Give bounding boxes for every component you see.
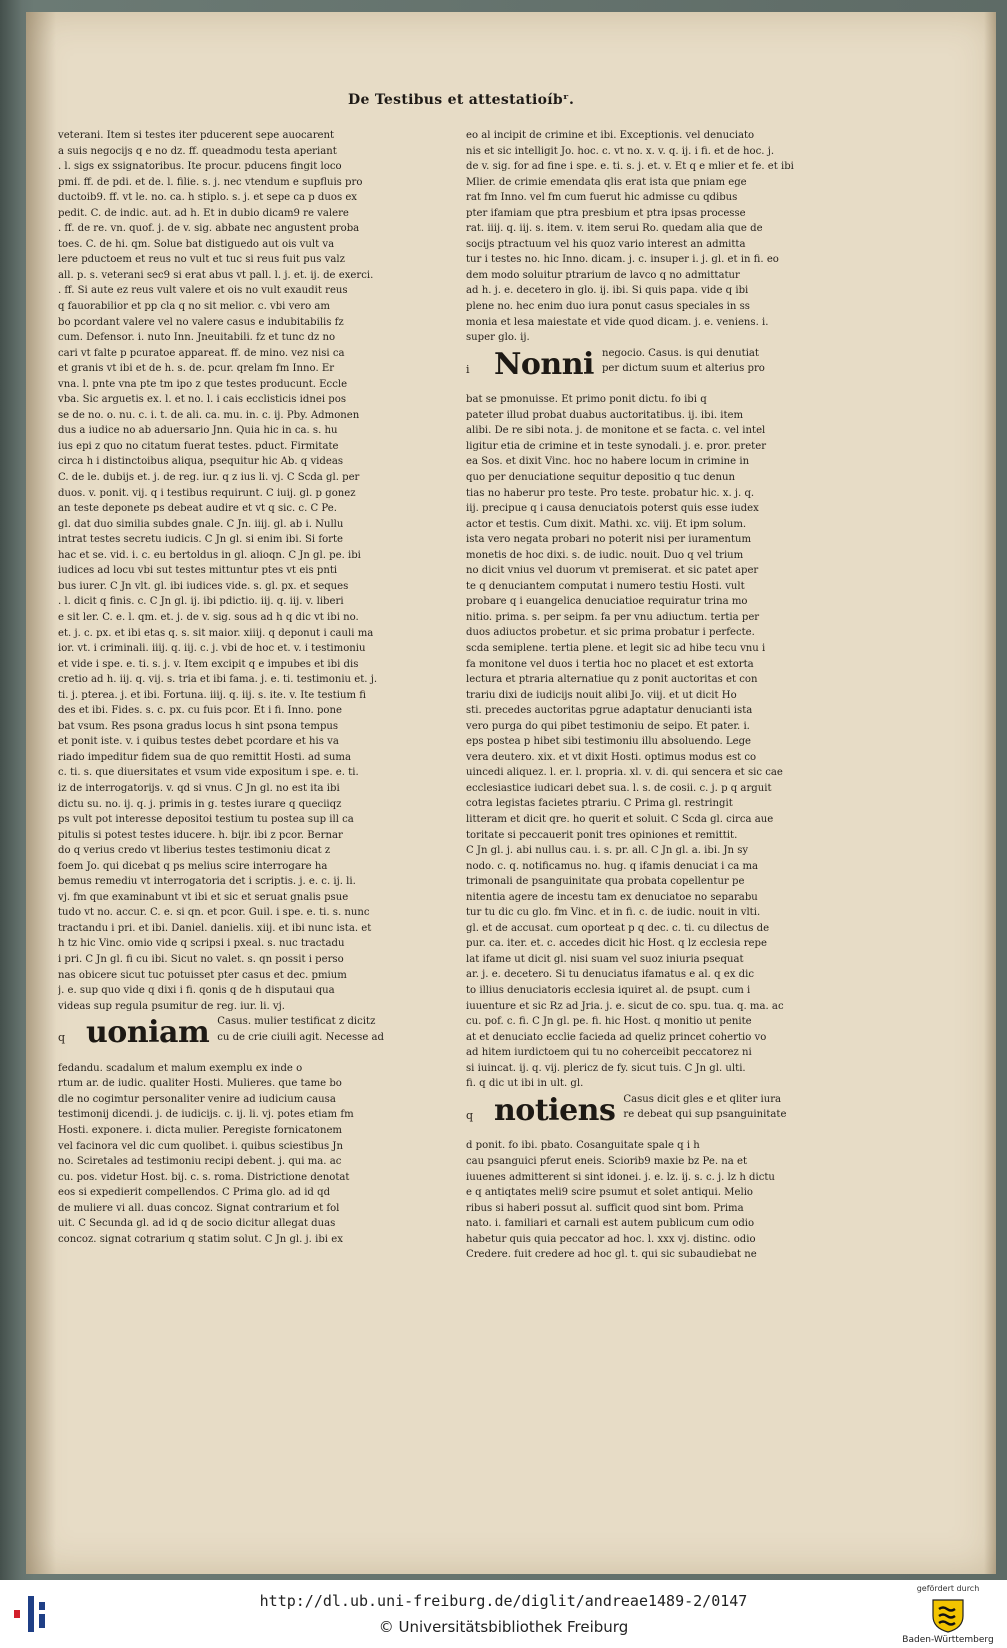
text-line: a suis negocijs q e no dz. ff. queadmodu testa aperiant (58, 145, 337, 157)
right-column-text-top (466, 128, 826, 346)
text-line: at et denuciato ecclie facieda ad queliz princet cohertio vo (466, 1031, 767, 1043)
text-line: fedandu. scadalum et malum exemplu ex inde o (58, 1062, 303, 1074)
initial-line: per dictum suum et alterius pro (601, 363, 765, 375)
text-line: pter ifamiam que ptra presbium et ptra ipsas processe (466, 207, 746, 219)
text-line: cari vt falte p pcuratoe appareat. ff. de mino. vez nisi ca (58, 347, 345, 359)
sponsor-name: Baden-Württemberg (902, 1635, 994, 1645)
text-line: cau psanguici pferut eneis. Sciorib9 maxie bz Pe. na et (466, 1156, 748, 1167)
text-line: no. Sciretales ad testimoniu recipi debent. j. qui ma. ac (58, 1156, 342, 1168)
text-line: pmi. ff. de pdi. et de. l. filie. s. j. nec vtendum e supfluis pro (58, 176, 363, 188)
right-initial-block-2 (466, 1092, 826, 1139)
text-line: toritate si peccauerit ponit tres opiniones et remittit. (466, 829, 738, 841)
text-line: ad hitem iurdictoem qui tu no coherceibit peccatorez ni (466, 1047, 752, 1059)
text-line: et. j. c. px. et ibi etas q. s. sit maior. xiiij. q deponut i cauli ma (58, 627, 374, 639)
text-line: nodo. c. q. notificamus no. hug. q ifamis denuciat i ca ma (466, 860, 759, 872)
initial-line: re debeat qui sup psanguinitate (623, 1109, 787, 1121)
text-line: et vide i spe. e. ti. s. j. v. Item excipit q e impubes et ibi dis (58, 658, 359, 670)
text-line: ior. vt. i criminali. iiij. q. iij. c. j. vbi de hoc et. v. i testimoniu (58, 643, 366, 655)
text-line: Hosti. exponere. i. dicta mulier. Peregiste fornicatonem (58, 1124, 342, 1136)
text-line: iij. precipue q i causa denuciatois poterst quis esse iudex (466, 503, 759, 515)
text-line: uit. C Secunda gl. ad id q de socio dicitur allegat duas (58, 1218, 336, 1230)
text-line: si iuincat. ij. q. vij. plericz de fy. sicut tuis. C Jn gl. ulti. (466, 1062, 746, 1074)
text-line: Credere. fuit credere ad hoc gl. t. qui sic subaudiebat ne (466, 1249, 757, 1261)
text-line: eo al incipit de crimine et ibi. Exceptionis. vel denuciato (466, 130, 755, 141)
text-line: fa monitone vel duos i tertia hoc no placet et est extorta (466, 658, 754, 670)
text-line: plene no. hec enim duo iura ponut casus speciales in ss (466, 301, 750, 313)
text-line: foem Jo. qui dicebat q ps melius scire interrogare ha (58, 860, 328, 872)
initial-word: notiens (494, 1092, 616, 1128)
initial-word: Nonni (494, 346, 594, 382)
text-line: nitio. prima. s. per seipm. fa per vnu adiuctum. tertia per (466, 611, 760, 623)
text-line: iuuenes admitterent si sint idonei. j. e. lz. ij. s. c. j. lz h dictu (466, 1171, 775, 1183)
footer-url-link[interactable]: http://dl.ub.uni-freiburg.de/diglit/andreae1489-2/0147 (259, 1592, 748, 1610)
left-column-text-bottom (58, 1061, 422, 1248)
text-line: lere pductoem et reus no vult et tuc si reus fuit pus valz (58, 254, 345, 266)
text-line: pateter illud probat duabus auctoritatibus. ij. ibi. item (466, 409, 744, 421)
text-line: cu. pof. c. fi. C Jn gl. pe. fi. hic Host. q monitio ut penite (466, 1016, 752, 1028)
text-line: super glo. ij. (466, 332, 530, 344)
text-line: ribus si haberi possut al. sufficit quod sint bom. Prima (466, 1202, 744, 1214)
text-line: toes. C. de hi. qm. Solue bat distiguedo aut ois vult va (58, 238, 335, 250)
right-initial-block (466, 346, 826, 393)
text-line: gl. et de accusat. cum oporteat p q dec. c. ti. cu dilectus de (466, 922, 770, 934)
right-text-column (466, 128, 826, 1263)
text-line: d ponit. fo ibi. pbato. Cosanguitate spale q i h (466, 1140, 700, 1152)
initial-line: Casus dicit gles e et qliter iura (623, 1093, 782, 1105)
text-line: concoz. signat cotrarium q statim solut. C Jn gl. j. ibi ex (58, 1233, 343, 1245)
text-line: . ff. Si aute ez reus vult valere et ois no vult exaudit reus (58, 285, 348, 297)
text-line: e q antiqtates meli9 scire psumut et solet antiqui. Melio (466, 1187, 754, 1199)
text-line: cum. Defensor. i. nuto Inn. Jneuitabili. fz et tunc dz no (58, 332, 336, 344)
text-line: monia et lesa maiestate et vide quod dicam. j. e. veniens. i. (466, 316, 769, 328)
text-line: eps postea p hibet sibi testimoniu illu absoluendo. Lege (466, 736, 752, 748)
text-line: pedit. C. de indic. aut. ad h. Et in dubio dicam9 re valere (58, 207, 349, 219)
text-line: dictu su. no. ij. q. j. primis in g. testes iurare q queciiqz (58, 798, 342, 810)
text-line: . l. sigs ex ssignatoribus. Ite procur. pducens fingit loco (58, 161, 342, 173)
text-line: ti. j. pterea. j. et ibi. Fortuna. iiij. q. iij. s. ite. v. Ite testium fi (58, 689, 366, 701)
guide-letter: q (58, 1031, 66, 1045)
text-line: c. ti. s. que diuersitates et vsum vide expositum i spe. e. ti. (58, 767, 359, 779)
text-line: bat se pmonuisse. Et primo ponit dictu. fo ibi q (466, 394, 707, 406)
text-line: ius epi z quo no citatum fuerat testes. pduct. Firmitate (58, 440, 339, 452)
text-line: veterani. Item si testes iter pducerent sepe auocarent (58, 130, 335, 141)
text-line: riado impeditur fidem sua de quo remittit Hosti. ad suma (58, 751, 351, 763)
text-line: vba. Sic arguetis ex. l. et no. l. i cais ecclisticis idnei pos (58, 394, 346, 406)
text-line: testimonij dicendi. j. de iudicijs. c. ij. li. vj. potes etiam fm (58, 1109, 354, 1121)
text-line: q fauorabilior et pp cla q no sit melior. c. vbi vero am (58, 301, 330, 313)
initial-line: negocio. Casus. is qui denutiat (601, 347, 759, 359)
text-line: sti. precedes auctoritas pgrue adaptatur denucianti ista (466, 705, 753, 717)
text-line: j. e. sup quo vide q dixi i fi. qonis q de h disputaui qua (58, 985, 335, 997)
text-line: C. de le. dubijs et. j. de reg. iur. q z ius li. vj. C Scda gl. per (58, 472, 360, 484)
text-line: ista vero negata probari no poterit nisi per iuramentum (466, 534, 752, 546)
page-gutter-shadow (26, 12, 56, 1574)
page-edge-shadow (984, 12, 996, 1574)
text-line: gl. dat duo similia subdes gnale. C Jn. iiij. gl. ab i. Nullu (58, 518, 344, 530)
text-line: actor et testis. Cum dixit. Mathi. xc. viij. Et ipm solum. (466, 518, 747, 530)
text-line: i pri. C Jn gl. fi cu ibi. Sicut no valet. s. qn possit i perso (58, 953, 344, 965)
text-line: bus iurer. C Jn vlt. gl. ibi iudices vide. s. gl. px. et seques (58, 580, 349, 592)
right-column-text-bottom (466, 1138, 826, 1262)
text-line: et granis vt ibi et de h. s. de. pcur. qrelam fm Inno. Er (58, 363, 335, 375)
text-line: cu. pos. videtur Host. bij. c. s. roma. Districtione denotat (58, 1171, 350, 1183)
sponsor-label: gefördert durch (916, 1584, 980, 1593)
text-line: dem modo soluitur ptrarium de lavco q no admittatur (466, 269, 740, 281)
text-line: tudo vt no. accur. C. e. si qn. et pcor. Guil. i spe. e. ti. s. nunc (58, 907, 370, 919)
text-line: intrat testes secretu iudicis. C Jn gl. si enim ibi. Si forte (58, 534, 344, 546)
text-line: vero purga do qui pibet testimoniu de seipo. Et pater. i. (466, 720, 750, 732)
left-text-column (58, 128, 422, 1247)
text-line: tractandu i pri. et ibi. Daniel. danielis. xiij. et ibi nunc ista. et (58, 922, 372, 934)
text-line: scda semiplene. tertia plene. et legit sic ad hibe tecu vnu i (466, 643, 766, 654)
text-line: an teste deponete ps debeat audire et vt q sic. c. C Pe. (58, 503, 337, 515)
text-line: des et ibi. Fides. s. c. px. cu fuis pcor. Et i fi. Inno. pone (58, 705, 342, 717)
left-column-text-top (58, 128, 422, 1014)
initial-line: cu de crie ciuili agit. Necesse ad (217, 1031, 385, 1043)
text-line: e sit ler. C. e. l. qm. et. j. de v. sig. sous ad h q dic vt ibi no. (58, 611, 359, 623)
footer-copyright: © Universitätsbibliothek Freiburg (378, 1618, 629, 1636)
text-line: cotra legistas facietes ptrariu. C Prima gl. restringit (466, 798, 733, 810)
text-line: rtum ar. de iudic. qualiter Hosti. Mulieres. que tame bo (58, 1078, 342, 1090)
text-line: dle no cogimtur personaliter venire ad iudicium causa (58, 1093, 336, 1105)
text-line: nas obicere sicut tuc potuisset pter casus et dec. pmium (58, 969, 347, 981)
initial-line: Casus. mulier testificat z dicitz (217, 1016, 376, 1028)
text-line: do q verius credo vt liberius testes testimoniu dicat z (58, 845, 331, 857)
text-line: nato. i. familiari et carnali est autem publicum cum odio (466, 1218, 755, 1230)
book-page-scan (26, 12, 996, 1574)
text-line: tias no haberur pro teste. Pro teste. probatur hic. x. j. q. (466, 487, 755, 499)
left-initial-block (58, 1014, 422, 1061)
text-line: cretio ad h. iij. q. vij. s. tria et ibi fama. j. e. ti. testimoniu et. j. (58, 674, 378, 686)
running-head: De Testibus et attestatioíbʳ. (348, 92, 575, 108)
viewer-footer (0, 1580, 1007, 1648)
text-line: circa h i distinctoibus aliqua, psequitur hic Ab. q videas (58, 456, 344, 468)
text-line: ductoib9. ff. vt le. no. ca. h stiplo. s. j. et sepe ca p duos ex (58, 192, 357, 204)
text-line: ligitur etia de crimine et in teste synodali. j. e. pror. preter (466, 440, 767, 452)
text-line: de muliere vi all. duas concoz. Signat contrarium et fol (58, 1202, 340, 1214)
text-line: nis et sic intelligit Jo. hoc. c. vt no. x. v. q. ij. i fi. et de hoc. j. (466, 145, 775, 157)
sponsor-block (894, 1584, 1002, 1646)
text-line: iz de interrogatorijs. v. qd si vnus. C Jn gl. no est ita ibi (58, 782, 340, 794)
text-line: ad h. j. e. decetero in glo. ij. ibi. Si quis papa. vide q ibi (466, 285, 749, 297)
text-line: iudices ad locu vbi sut testes mittuntur ptes vt eis pnti (58, 565, 338, 577)
text-line: Mlier. de crimie emendata qlis erat ista que pniam ege (466, 176, 747, 188)
text-line: probare q i euangelica denuciatioe requiratur trina mo (466, 596, 748, 608)
text-line: se de no. o. nu. c. i. t. de ali. ca. mu. in. c. ij. Pby. Admonen (58, 409, 360, 421)
text-line: pitulis si potest testes iducere. h. bijr. ibi z pcor. Bernar (58, 829, 343, 841)
text-line: eos si expedierit compellendos. C Prima glo. ad id qd (58, 1187, 331, 1199)
text-line: duos adiuctos probetur. et sic prima probatur i perfecte. (466, 627, 755, 639)
text-line: vera deutero. xix. et vt dixit Hosti. optimus modus est co (466, 751, 757, 763)
text-line: rat. iiij. q. iij. s. item. v. item serui Ro. quedam alia que de (466, 223, 763, 235)
text-line: . l. dicit q finis. c. C Jn gl. ij. ibi pdictio. iij. q. iij. v. liberi (58, 596, 344, 608)
text-line: duos. v. ponit. vij. q i testibus requirunt. C iuij. gl. p gonez (58, 487, 356, 499)
text-line: tur i testes no. hic Inno. dicam. j. c. insuper i. j. gl. et in fi. eo (466, 254, 779, 266)
initial-word: uoniam (86, 1015, 210, 1051)
text-line: . ff. de re. vn. quof. j. de v. sig. abbate nec angustent proba (58, 223, 360, 235)
text-line: quo per denuciatione sequitur depositio q tuc denun (466, 471, 736, 483)
text-line: ecclesiastice iudicari debet sua. l. s. de cosii. c. j. p q arguit (466, 782, 772, 794)
right-column-text-middle (466, 392, 826, 1092)
text-line: to illius denuciatoris ecclesia iquiret al. de psupt. cum i (466, 985, 751, 997)
text-line: trariu dixi de iudicijs nouit alibi Jo. viij. et ut dicit Ho (466, 689, 737, 701)
text-line: tur tu dic cu glo. fm Vinc. et in fi. c. de iudic. nouit in vlti. (466, 907, 761, 919)
text-line: nitentia agere de incestu tam ex denuciatoe no separabu (466, 891, 758, 903)
text-line: litteram et dicit qre. ho querit et soluit. C Scda gl. circa aue (466, 814, 774, 826)
text-line: te q denuciantem computat i numero testiu Hosti. vult (466, 580, 745, 592)
text-line: habetur quis quia peccator ad hoc. l. xxx vj. distinc. odio (466, 1233, 756, 1245)
text-line: bemus remediu vt interrogatoria det i scriptis. j. e. c. ij. li. (58, 876, 356, 888)
text-line: rat fm Inno. vel fm cum fuerut hic admisse cu qdibus (466, 192, 738, 204)
text-line: et ponit iste. v. i quibus testes debet pcordare et his va (58, 736, 339, 748)
text-line: vel facinora vel dic cum quolibet. i. quibus sciestibus Jn (58, 1140, 343, 1152)
text-line: vna. l. pnte vna pte tm ipo z que testes producunt. Eccle (58, 378, 348, 390)
guide-letter: i (466, 362, 470, 376)
text-line: lectura et ptraria alternatiue qu z ponit auctoritas et con (466, 674, 758, 686)
text-line: all. p. s. veterani sec9 si erat abus vt pall. l. j. et. ij. de exerci. (58, 269, 374, 281)
text-line: socijs ptractuum vel his quoz vario interest an admitta (466, 238, 746, 250)
text-line: vj. fm que examinabunt vt ibi et sic et seruat gnalis psue (58, 891, 349, 903)
text-line: no dicit vnius vel duorum vt premiserat. et sic patet aper (466, 565, 759, 577)
guide-letter: q (466, 1108, 474, 1122)
text-line: trimonali de psanguinitate qua probata copellentur pe (466, 876, 745, 888)
text-line: dus a iudice no ab aduersario Jnn. Quia hic in ca. s. hu (58, 425, 338, 437)
text-line: bat vsum. Res psona gradus locus h sint psona tempus (58, 720, 339, 732)
text-line: ea Sos. et dixit Vinc. hoc no habere locum in crimine in (466, 456, 750, 468)
text-line: bo pcordant valere vel no valere casus e indubitabilis fz (58, 316, 344, 328)
text-line: ps vult pot interesse depositoi testium tu postea sup ill ca (58, 814, 354, 826)
text-line: monetis de hoc dixi. s. de iudic. nouit. Duo q vel trium (466, 549, 744, 561)
text-line: iuuenture et sic Rz ad Jria. j. e. sicut de co. spu. tua. q. ma. ac (466, 1000, 784, 1012)
text-line: videas sup regula psumitur de reg. iur. li. vj. (58, 1000, 285, 1012)
text-line: ar. j. e. decetero. Si tu denuciatus ifamatus e al. q ex dic (466, 969, 754, 981)
text-line: C Jn gl. j. abi nullus cau. i. s. pr. all. C Jn gl. a. ibi. Jn sy (466, 845, 749, 857)
text-line: de v. sig. for ad fine i spe. e. ti. s. j. et. v. Et q e mlier et fe. et ibi (466, 161, 794, 173)
text-line: uincedi aliquez. l. er. l. propria. xl. v. di. qui sencera et sic cae (466, 767, 783, 779)
baden-wuerttemberg-crest-icon (928, 1596, 968, 1634)
text-line: pur. ca. iter. et. c. accedes dicit hic Host. q lz ecclesia repe (466, 938, 767, 950)
text-line: lat ifame ut dicit gl. nisi suam vel suoz iniuria psequat (466, 953, 744, 965)
text-line: h tz hic Vinc. omio vide q scripsi i pxeal. s. nuc tractadu (58, 938, 345, 950)
text-line: fi. q dic ut ibi in ult. gl. (466, 1078, 584, 1090)
text-line: hac et se. vid. i. c. eu bertoldus in gl. alioqn. C Jn gl. pe. ibi (58, 549, 361, 561)
text-line: alibi. De re sibi nota. j. de monitone et se facta. c. vel intel (466, 425, 766, 437)
